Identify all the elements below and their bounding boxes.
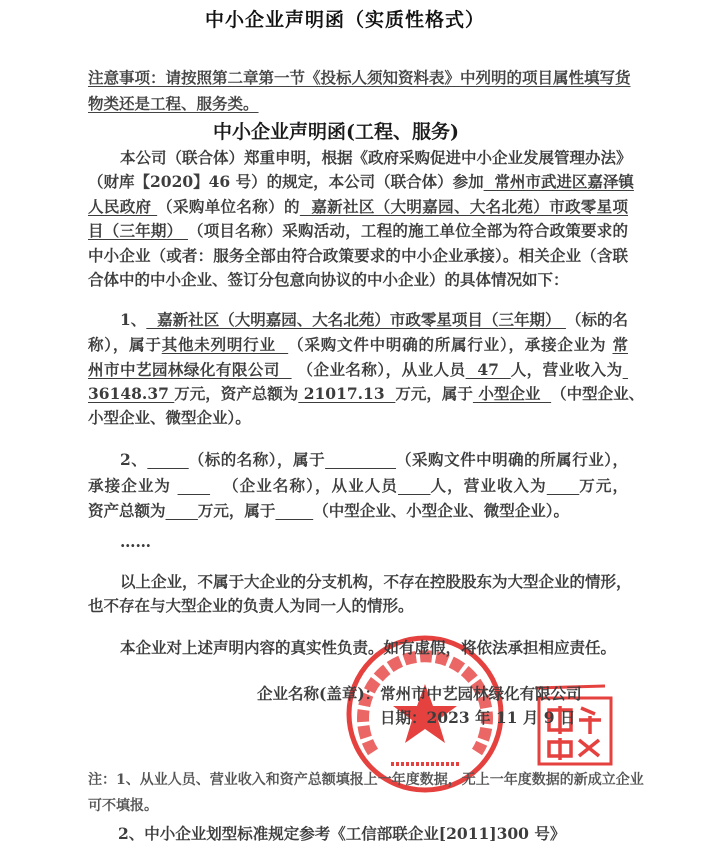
text-segment: 也不存在与大型企业的负责人为同一人的情形。 (88, 596, 414, 615)
text-segment: 中小企业（或者：服务全部由符合政策要求的中小企业承接）。相关企业（含联 (88, 246, 628, 265)
filled-field (325, 450, 396, 469)
filled-field (166, 501, 198, 520)
text-segment: 万元，属于 (197, 501, 276, 520)
text-line (88, 172, 634, 192)
text-line (118, 824, 565, 844)
main-title (205, 8, 525, 32)
text-segment: 2、中小企业划型标准规定参考《工信部联企业[2011]300 号》 (118, 824, 566, 843)
notice-line (88, 94, 259, 114)
filled-field: 嘉新社区（大明嘉园、大名北苑）市政零星项目（三年期） (146, 310, 566, 329)
text-line (88, 384, 645, 404)
text-line (120, 638, 616, 658)
text-line (88, 197, 628, 217)
text-segment: 本企业对上述声明内容的真实性负责。如有虚假，将依法承担相应责任。 (120, 638, 617, 657)
filled-field (398, 476, 431, 495)
text-segment: （企业名称），从业人员 (291, 360, 466, 379)
text-segment: 万元， (579, 476, 628, 495)
text-segment: 资产总额为 (88, 501, 166, 520)
filled-field (547, 476, 580, 495)
filled-field (147, 450, 188, 469)
sub-title (213, 120, 513, 144)
text-segment: （采购单位名称）的 (157, 197, 300, 216)
text-segment: （标的名 (565, 310, 628, 329)
text-line (88, 476, 628, 496)
text-line (88, 221, 628, 241)
text-segment: 中小企业声明函(工程、服务) (213, 121, 459, 143)
filled-field: 注意事项：请按照第二章第一节《投标人须知资料表》中列明的项目属性填写货 (88, 68, 631, 87)
text-segment: …… (120, 532, 151, 551)
filled-field: 人民政府 (88, 197, 158, 216)
text-segment: 承接企业为 (88, 476, 178, 495)
filled-field: 嘉新社区（大明嘉园、大名北苑）市政零星项 (299, 197, 628, 216)
text-segment: 1、 (120, 310, 147, 329)
filled-field (178, 476, 211, 495)
text-segment: 小型企业、微型企业）。 (88, 408, 251, 427)
text-line (120, 450, 628, 470)
filled-field: 小型企业 (472, 384, 552, 403)
filled-field: 州市中艺园林绿化有限公司 (88, 360, 292, 379)
text-segment: 日期：2023 年 11 月 9 日 (380, 708, 576, 727)
filled-field: 其他未列明行业 (161, 335, 289, 354)
text-segment: （企业名称），从业人员 (210, 476, 398, 495)
text-segment: 以上企业，不属于大企业的分支机构，不存在控股股东为大型企业的情形， (120, 572, 632, 591)
text-line (120, 148, 632, 168)
notice-line (88, 68, 631, 88)
text-segment: （标的名称），属于 (188, 450, 326, 469)
text-segment: 本公司（联合体）郑重申明，根据《政府采购促进中小企业发展管理办法》 (120, 148, 632, 167)
text-segment: 2、 (120, 450, 148, 469)
text-segment: （财库【2020】46 号）的规定，本公司（联合体）参加 (88, 172, 484, 191)
text-line (88, 408, 251, 428)
text-segment: （项目名称）采购活动，工程的施工单位全部为符合政策要求的 (187, 221, 628, 240)
text-segment: 称），属于 (88, 335, 162, 354)
filled-field: 21017.13 (298, 384, 396, 403)
text-line (120, 310, 628, 330)
text-line (88, 596, 414, 616)
filled-field (623, 360, 628, 379)
text-segment: 人，营业收入为 (430, 476, 547, 495)
filled-field: 常 (612, 335, 628, 354)
filled-field: 常州市武进区嘉泽镇 (483, 172, 634, 191)
filled-field: 47 (465, 360, 511, 379)
text-segment: 万元，属于 (395, 384, 473, 403)
text-segment: 企业名称(盖章)：常州市中艺园林绿化有限公司 (257, 684, 582, 703)
text-line (88, 246, 628, 266)
text-line (380, 708, 575, 728)
text-line (120, 532, 151, 552)
text-segment: （中型企业、 (551, 384, 645, 403)
text-segment: （采购文件中明确的所属行业），承接企业为 (288, 335, 613, 354)
text-line (88, 501, 569, 521)
text-segment: 中小企业声明函（实质性格式） (205, 9, 486, 31)
text-line (120, 572, 632, 592)
filled-field: 36148.37 (88, 384, 175, 403)
text-segment: 万元，资产总额为 (174, 384, 299, 403)
text-segment: 可不填报。 (88, 798, 158, 814)
text-segment: （中型企业、小型企业、微型企业）。 (313, 501, 569, 520)
filled-field: 物类还是工程、服务类。 (88, 94, 259, 113)
text-line (88, 335, 628, 355)
text-segment: 合体中的中小企业、签订分包意向协议的中小企业）的具体情况如下： (88, 270, 569, 289)
text-line (88, 796, 158, 816)
text-line (257, 684, 582, 704)
text-line (88, 270, 569, 290)
filled-field: 目（三年期） (88, 221, 188, 240)
text-segment: （采购文件中明确的所属行业）， (396, 450, 628, 469)
text-segment: 人，营业收入为 (510, 360, 623, 379)
text-line (88, 360, 628, 380)
filled-field (275, 501, 313, 520)
text-segment: 注：1、从业人员、营业收入和资产总额填报上一年度数据，无上一年度数据的新成立企业 (88, 772, 644, 788)
text-line (88, 770, 644, 790)
